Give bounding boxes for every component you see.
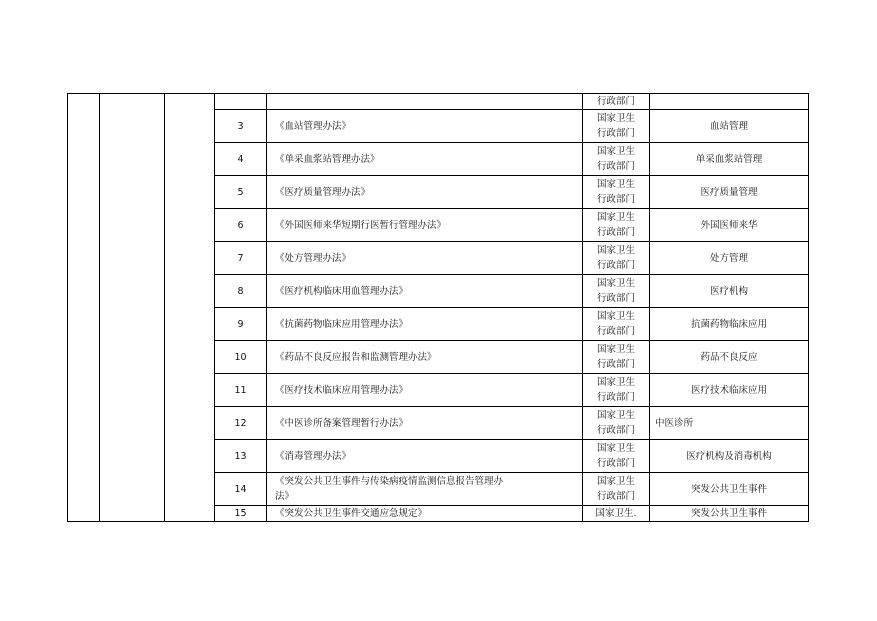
- regulation-name-cell: 《中医诊所备案管理暂行办法》: [267, 407, 583, 440]
- row-number-cell: [215, 94, 267, 110]
- department-line: 国家卫生: [596, 146, 635, 157]
- department-line: 国家卫生: [596, 443, 635, 454]
- row-number-cell: 9: [215, 308, 267, 341]
- department-cell: [583, 341, 650, 374]
- department-line: 行政部门: [596, 359, 635, 370]
- department-line: 行政部门: [596, 194, 635, 205]
- row-number-cell: 10: [215, 341, 267, 374]
- department-line: 国家卫生: [596, 212, 635, 223]
- scope-cell: 医疗质量管理: [650, 176, 809, 209]
- department-line: 国家卫生: [596, 278, 635, 289]
- scope-cell: 药品不良反应: [650, 341, 809, 374]
- department-line: 行政部门: [596, 392, 635, 403]
- scope-cell: 外国医师来华: [650, 209, 809, 242]
- regulation-name-cell: 《单采血浆站管理办法》: [267, 143, 583, 176]
- department-line: 行政部门: [596, 326, 635, 337]
- department-line: 行政部门: [596, 128, 635, 139]
- regulation-table-page: [67, 93, 808, 523]
- department-cell: [583, 143, 650, 176]
- department-line: 国家卫生: [596, 245, 635, 256]
- department-line: 行政部门: [596, 227, 635, 238]
- row-number-cell: 6: [215, 209, 267, 242]
- department-line: 行政部门: [596, 96, 635, 107]
- regulation-name-cell: 《血站管理办法》: [267, 110, 583, 143]
- scope-cell: 抗菌药物临床应用: [650, 308, 809, 341]
- table-row-continued: [68, 94, 809, 110]
- row-number-cell: 4: [215, 143, 267, 176]
- regulation-name-cell: 《医疗质量管理办法》: [267, 176, 583, 209]
- department-line: 行政部门: [596, 293, 635, 304]
- regulation-name-cell: 《药品不良反应报告和监测管理办法》: [267, 341, 583, 374]
- department-cell: [583, 209, 650, 242]
- merged-column-b: [100, 94, 165, 522]
- row-number-cell: 14: [215, 473, 267, 506]
- scope-cell: 医疗技术临床应用: [650, 374, 809, 407]
- department-cell: [583, 506, 650, 522]
- scope-cell: 突发公共卫生事件: [650, 473, 809, 506]
- regulation-name-line: 法》: [275, 491, 295, 502]
- scope-cell: 处方管理: [650, 242, 809, 275]
- department-line: 国家卫生: [596, 377, 635, 388]
- regulation-name-cell: 《消毒管理办法》: [267, 440, 583, 473]
- scope-cell: [650, 94, 809, 110]
- scope-cell: 突发公共卫生事件: [650, 506, 809, 522]
- scope-cell: 中医诊所: [650, 407, 809, 440]
- row-number-cell: 5: [215, 176, 267, 209]
- regulation-name-cell: 《处方管理办法》: [267, 242, 583, 275]
- department-line: 国家卫生: [596, 179, 635, 190]
- regulation-name-cell: 《医疗机构临床用血管理办法》: [267, 275, 583, 308]
- row-number-cell: 3: [215, 110, 267, 143]
- department-cell: [583, 473, 650, 506]
- row-number-cell: 13: [215, 440, 267, 473]
- regulation-name-cell: [267, 473, 583, 506]
- department-line: 国家卫生: [596, 410, 635, 421]
- row-number-cell: 7: [215, 242, 267, 275]
- department-cell: [583, 176, 650, 209]
- row-number-cell: 8: [215, 275, 267, 308]
- department-line: 行政部门: [596, 458, 635, 469]
- scope-cell: 单采血浆站管理: [650, 143, 809, 176]
- department-line: 国家卫生: [596, 311, 635, 322]
- scope-cell: 医疗机构: [650, 275, 809, 308]
- regulation-name-cell: 《医疗技术临床应用管理办法》: [267, 374, 583, 407]
- department-cell: [583, 275, 650, 308]
- row-number-cell: 11: [215, 374, 267, 407]
- merged-column-c: [165, 94, 215, 522]
- department-cell: [583, 308, 650, 341]
- department-line: 行政部门: [596, 260, 635, 271]
- department-line: 行政部门: [596, 425, 635, 436]
- regulation-name-cell: 《突发公共卫生事件交通应急规定》: [267, 506, 583, 522]
- scope-cell: 医疗机构及消毒机构: [650, 440, 809, 473]
- department-line: 行政部门: [596, 161, 635, 172]
- department-line: 国家卫生: [596, 113, 635, 124]
- regulation-name-line: 《突发公共卫生事件与传染病疫情监测信息报告管理办: [275, 476, 504, 487]
- department-line: 国家卫生.: [595, 508, 637, 519]
- department-cell: [583, 242, 650, 275]
- scope-cell: 血站管理: [650, 110, 809, 143]
- department-cell: [583, 407, 650, 440]
- department-line: 国家卫生: [596, 476, 635, 487]
- department-line: 国家卫生: [596, 344, 635, 355]
- row-number-cell: 12: [215, 407, 267, 440]
- regulation-name-cell: 《抗菌药物临床应用管理办法》: [267, 308, 583, 341]
- department-cell: [583, 374, 650, 407]
- department-cell: [583, 440, 650, 473]
- regulation-name-cell: 《外国医师来华短期行医暂行管理办法》: [267, 209, 583, 242]
- regulation-name-cell: [267, 94, 583, 110]
- regulation-table: [67, 93, 809, 522]
- department-cell: [583, 94, 650, 110]
- row-number-cell: 15: [215, 506, 267, 522]
- merged-column-a: [68, 94, 100, 522]
- department-cell: [583, 110, 650, 143]
- department-line: 行政部门: [596, 491, 635, 502]
